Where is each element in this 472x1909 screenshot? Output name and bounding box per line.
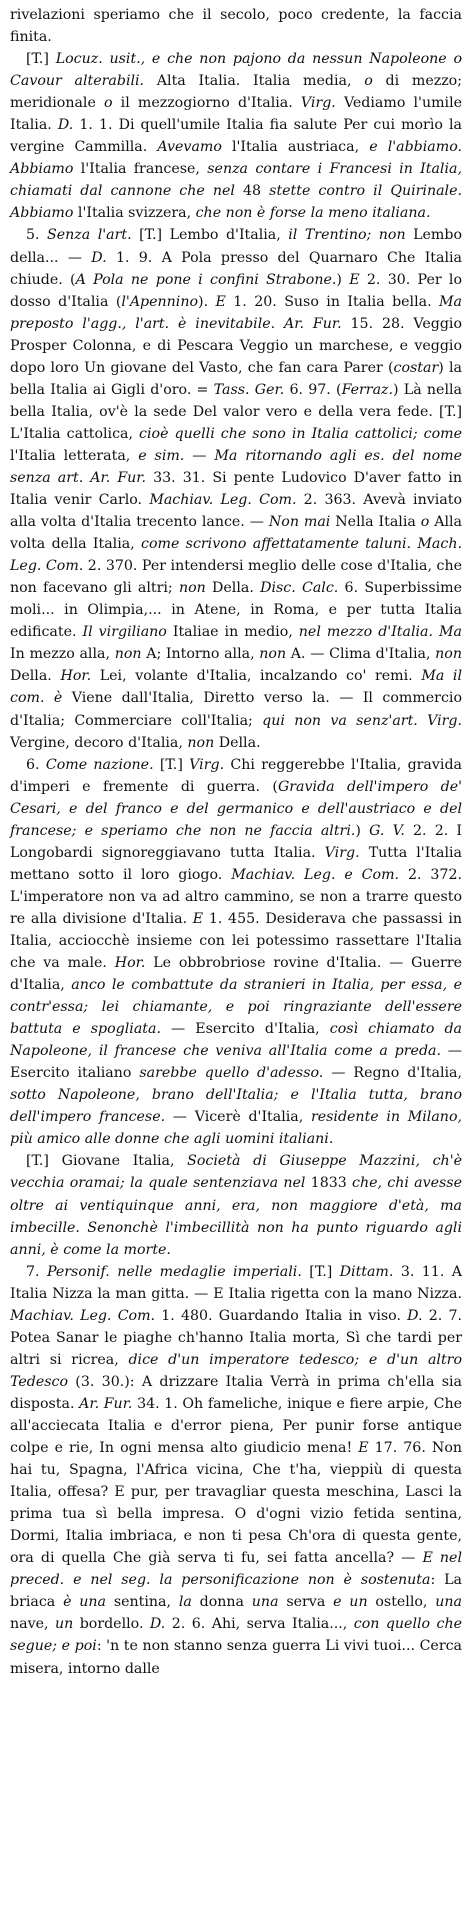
paragraph-5-without-article: 5. Senza l'art. [T.] Lembo d'Italia, il Trentino; non Lembo della... — D. 1. 9. A Pola presso del Quarnaro Che Italia chiude. (A Pola ne pone i confini Strabone.) E 2. 30. Per lo dosso d'Italia (l'Apennino). E 1. 20. Suso in Italia bella. Ma preposto l'agg., l'art. è inevitabile. Ar. Fur. 15. 28. Veggio Prosper Colonna, e di Pescara Veggio un marchese, e veggio dopo loro Un giovane del Vasto, che fan cara Parer (costar) la bella Italia ai Gigli d'oro. = Tass. Ger. 6. 97. (Ferraz.) Là nella bella Italia, ov'è la sede Del valor vero e della vera fede. [T.] L'Italia cattolica, cioè quelli che sono in Italia cattolici; come l'Italia letterata, e sim. — Ma ritornando agli es. del nome senza art. Ar. Fur. 33. 31. Si pente Ludovico D'aver fatto in Italia venir Carlo. Machiav. Leg. Com. 2. 363. Avevà inviato alla volta d'Italia trecento lance. — Non mai Nella Italia o Alla volta della Italia, come scrivono affettatamente taluni. Mach. Leg. Com. 2. 370. Per intendersi meglio delle cose d'Italia, che non facevano gli altri; non Della. Disc. Calc. 6. Superbissime moli... in Olimpia,... in Atene, in Roma, e per tutta Italia edificate. Il virgiliano Italiae in medio, nel mezzo d'Italia. Ma In mezzo alla, non A; Intorno alla, non A. — Clima d'Italia, non Della. Hor. Lei, volante d'Italia, incalzando co' remi. Ma il com. è Viene dall'Italia, Diretto verso la. — Il commercio d'Italia; Commerciare coll'Italia; qui non va senz'art. Virg. Vergine, decoro d'Italia, non Della. [10, 227, 463, 751]
paragraph-usage-regions: [T.] Locuz. usit., e che non pajono da nessun Napoleone o Cavour alterabili. Alta Italia. Italia media, o di mezzo; meridionale o il mezzogiorno d'Italia. Virg. Vediamo l'umile Italia. D. 1. 1. Di quell'umile Italia fia salute Per cui morìo la vergine Cammilla. Avevamo l'Italia austriaca, e l'abbiamo. Abbiamo l'Italia francese, senza contare i Francesi in Italia, chiamati dal cannone che nel 48 stette contro il Quirinale. Abbiamo l'Italia svizzera, che non è forse la meno italiana. [10, 51, 463, 222]
paragraph-6-as-nation: 6. Come nazione. [T.] Virg. Chi reggerebbe l'Italia, gravida d'imperi e fremente di guerra. (Gravida dell'impero de' Cesari, e del franco e del germanico e dell'austriaco e del francese; e speriamo che non ne faccia altri.) G. V. 2. 2. I Longobardi signoreggiavano tutta Italia. Virg. Tutta l'Italia mettano sotto il loro giogo. Machiav. Leg. e Com. 2. 372. L'imperatore non va ad altro cammino, se non a trarre questo re alla divisione d'Italia. E 1. 455. Desiderava che passassi in Italia, acciocchè insieme con lei potessimo rassettare l'Italia che va male. Hor. Le obbrobriose rovine d'Italia. — Guerre d'Italia, anco le combattute da stranieri in Italia, per essa, e contr'essa; lei chiamante, e poi ringraziante dell'essere battuta e spogliata. — Esercito d'Italia, così chiamato da Napoleone, il francese che veniva all'Italia come a preda. — Esercito italiano sarebbe quello d'adesso. — Regno d'Italia, sotto Napoleone, brano dell'Italia; e l'Italia tutta, brano dell'impero francese. — Vicerè d'Italia, residente in Milano, più amico alle donne che agli uomini italiani. [10, 756, 463, 1148]
paragraph-giovane-italia: [T.] Giovane Italia, Società di Giuseppe Mazzini, ch'è vecchia oramai; la quale sentenziava nel 1833 che, chi avesse oltre ai ventiquinque anni, era, non maggiore d'età, ma imbecille. Senonchè l'imbecillità non ha punto riguardo agli anni, è come la morte. [10, 1153, 462, 1258]
paragraph-7-personification: 7. Personif. nelle medaglie imperiali. [T.] Dittam. 3. 11. A Italia Nizza la man gitta. — E Italia rigetta con la mano Nizza. Machiav. Leg. Com. 1. 480. Guardando Italia in viso. D. 2. 7. Potea Sanar le piaghe ch'hanno Italia morta, Sì che tardi per altri si ricrea, dice d'un imperatore tedesco; e d'un altro Tedesco (3. 30.): A drizzare Italia Verrà in prima ch'ella sia disposta. Ar. Fur. 34. 1. Oh fameliche, inique e fiere arpie, Che all'acciecata Italia e d'error piena, Per punir forse antique colpe e rie, In ogni mensa alto giudicio mena! E 17. 76. Non hai tu, Spagna, l'Africa vicina, Che t'ha, vieppiù di questa Italia, offesa? E pur, per travagliar questa meschina, Lasci la prima tua sì bella impresa. O d'ogni vizio fetida sentina, Dormi, Italia imbriaca, e non ti pesa Ch'ora di questa gente, ora di quella Che già serva ti fu, sei fatta ancella? — E nel preced. e nel seg. la personificazione non è sostenuta: La briaca è una sentina, la donna una serva e un ostello, una nave, un bordello. D. 2. 6. Ahi, serva Italia..., con quello che segue; e poi: 'n te non stanno senza guerra Li vivi tuoi... Cerca misera, intorno dalle [10, 1263, 463, 1677]
entry-column [10, 4, 462, 1680]
entry-continuation: rivelazioni speriamo che il secolo, poco credente, la faccia finita. [10, 7, 462, 46]
